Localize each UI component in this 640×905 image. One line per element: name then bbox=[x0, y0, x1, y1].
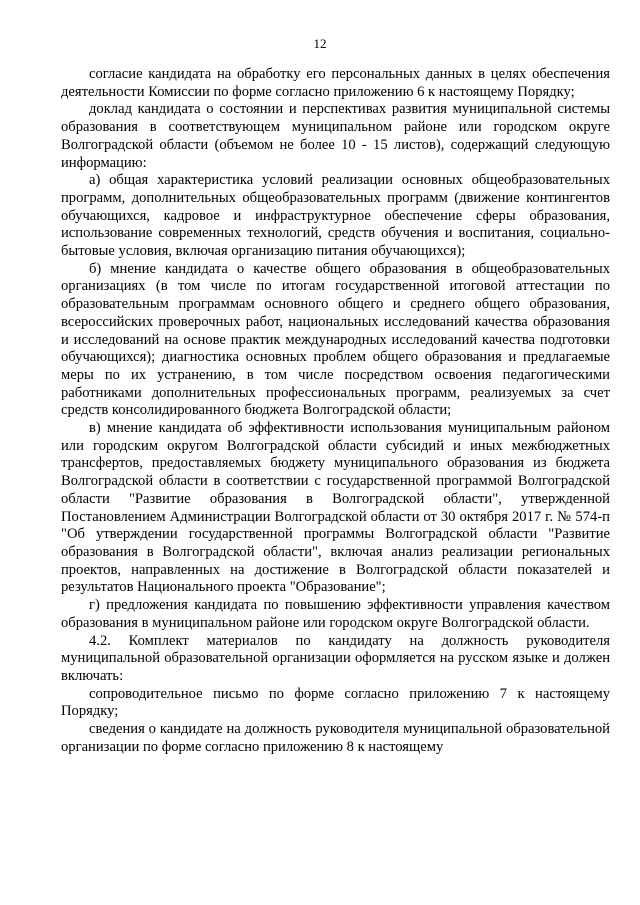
paragraph-cover-letter: сопроводительное письмо по форме согласно приложению 7 к настоящему Порядку; bbox=[61, 685, 610, 720]
paragraph-candidate-info: сведения о кандидате на должность руководителя муниципальной образовательной организации по форме согласно приложению 8 к настоящему bbox=[61, 721, 610, 755]
paragraph-section-4-2: 4.2. Комплект материалов по кандидату на должность руководителя муниципальной образовательной организации оформляется на русском языке и должен включать: bbox=[61, 632, 610, 684]
paragraph-item-g: г) предложения кандидата по повышению эффективности управления качеством образования в муниципальном районе или городском округе Волгоградской области. bbox=[61, 597, 610, 631]
paragraph-item-v: в) мнение кандидата об эффективности использования муниципальным районом или городским округом Волгоградской области субсидий и иных межбюджетных трансфертов, предоставляемых бюджету муниципального образования из бюджета Волгоградской области в соответствии с государственной программой Волгоградской области "Развитие образования в Волгоградской области", утвержденной Постановлением Администрации Волгоградской области от 30 октября 2017 г. № 574-п "Об утверждении государственной программы Волгоградской области "Развитие образования в Волгоградской области", включая анализ реализации региональных проектов, направленных на достижение в Волгоградской области показателей и результатов Национального проекта "Образование"; bbox=[61, 420, 610, 596]
document-body bbox=[61, 66, 610, 756]
paragraph-item-b: б) мнение кандидата о качестве общего образования в общеобразовательных организациях (в том числе по итогам государственной итоговой аттестации по образовательным программам основного общего и среднего общего образования, всероссийских проверочных работ, национальных исследований качества образования и исследований на основе практик международных исследований качества подготовки обучающихся); диагностика основных проблем общего образования и предлагаемые меры по их устранению, в том числе посредством освоения педагогическими работниками дополнительных профессиональных программ, реализуемых за счет средств консолидированного бюджета Волгоградской области; bbox=[61, 260, 610, 419]
paragraph-report: доклад кандидата о состоянии и перспективах развития муниципальной системы образования в соответствующем муниципальном районе или городском округе Волгоградской области (объемом не более 10 - 15 листов), содержащий следующую информацию: bbox=[61, 101, 610, 171]
paragraph-item-a: а) общая характеристика условий реализации основных общеобразовательных программ, дополнительных общеобразовательных программ (движение контингентов обучающихся, кадровое и инфраструктурное обеспечение сферы образования, использование современных технологий, средств обучения и воспитания, социально-бытовые условия, включая организацию питания обучающихся); bbox=[61, 172, 610, 260]
page-number: 12 bbox=[313, 36, 327, 51]
paragraph-consent: согласие кандидата на обработку его персональных данных в целях обеспечения деятельности Комиссии по форме согласно приложению 6 к настоящему Порядку; bbox=[61, 66, 610, 100]
